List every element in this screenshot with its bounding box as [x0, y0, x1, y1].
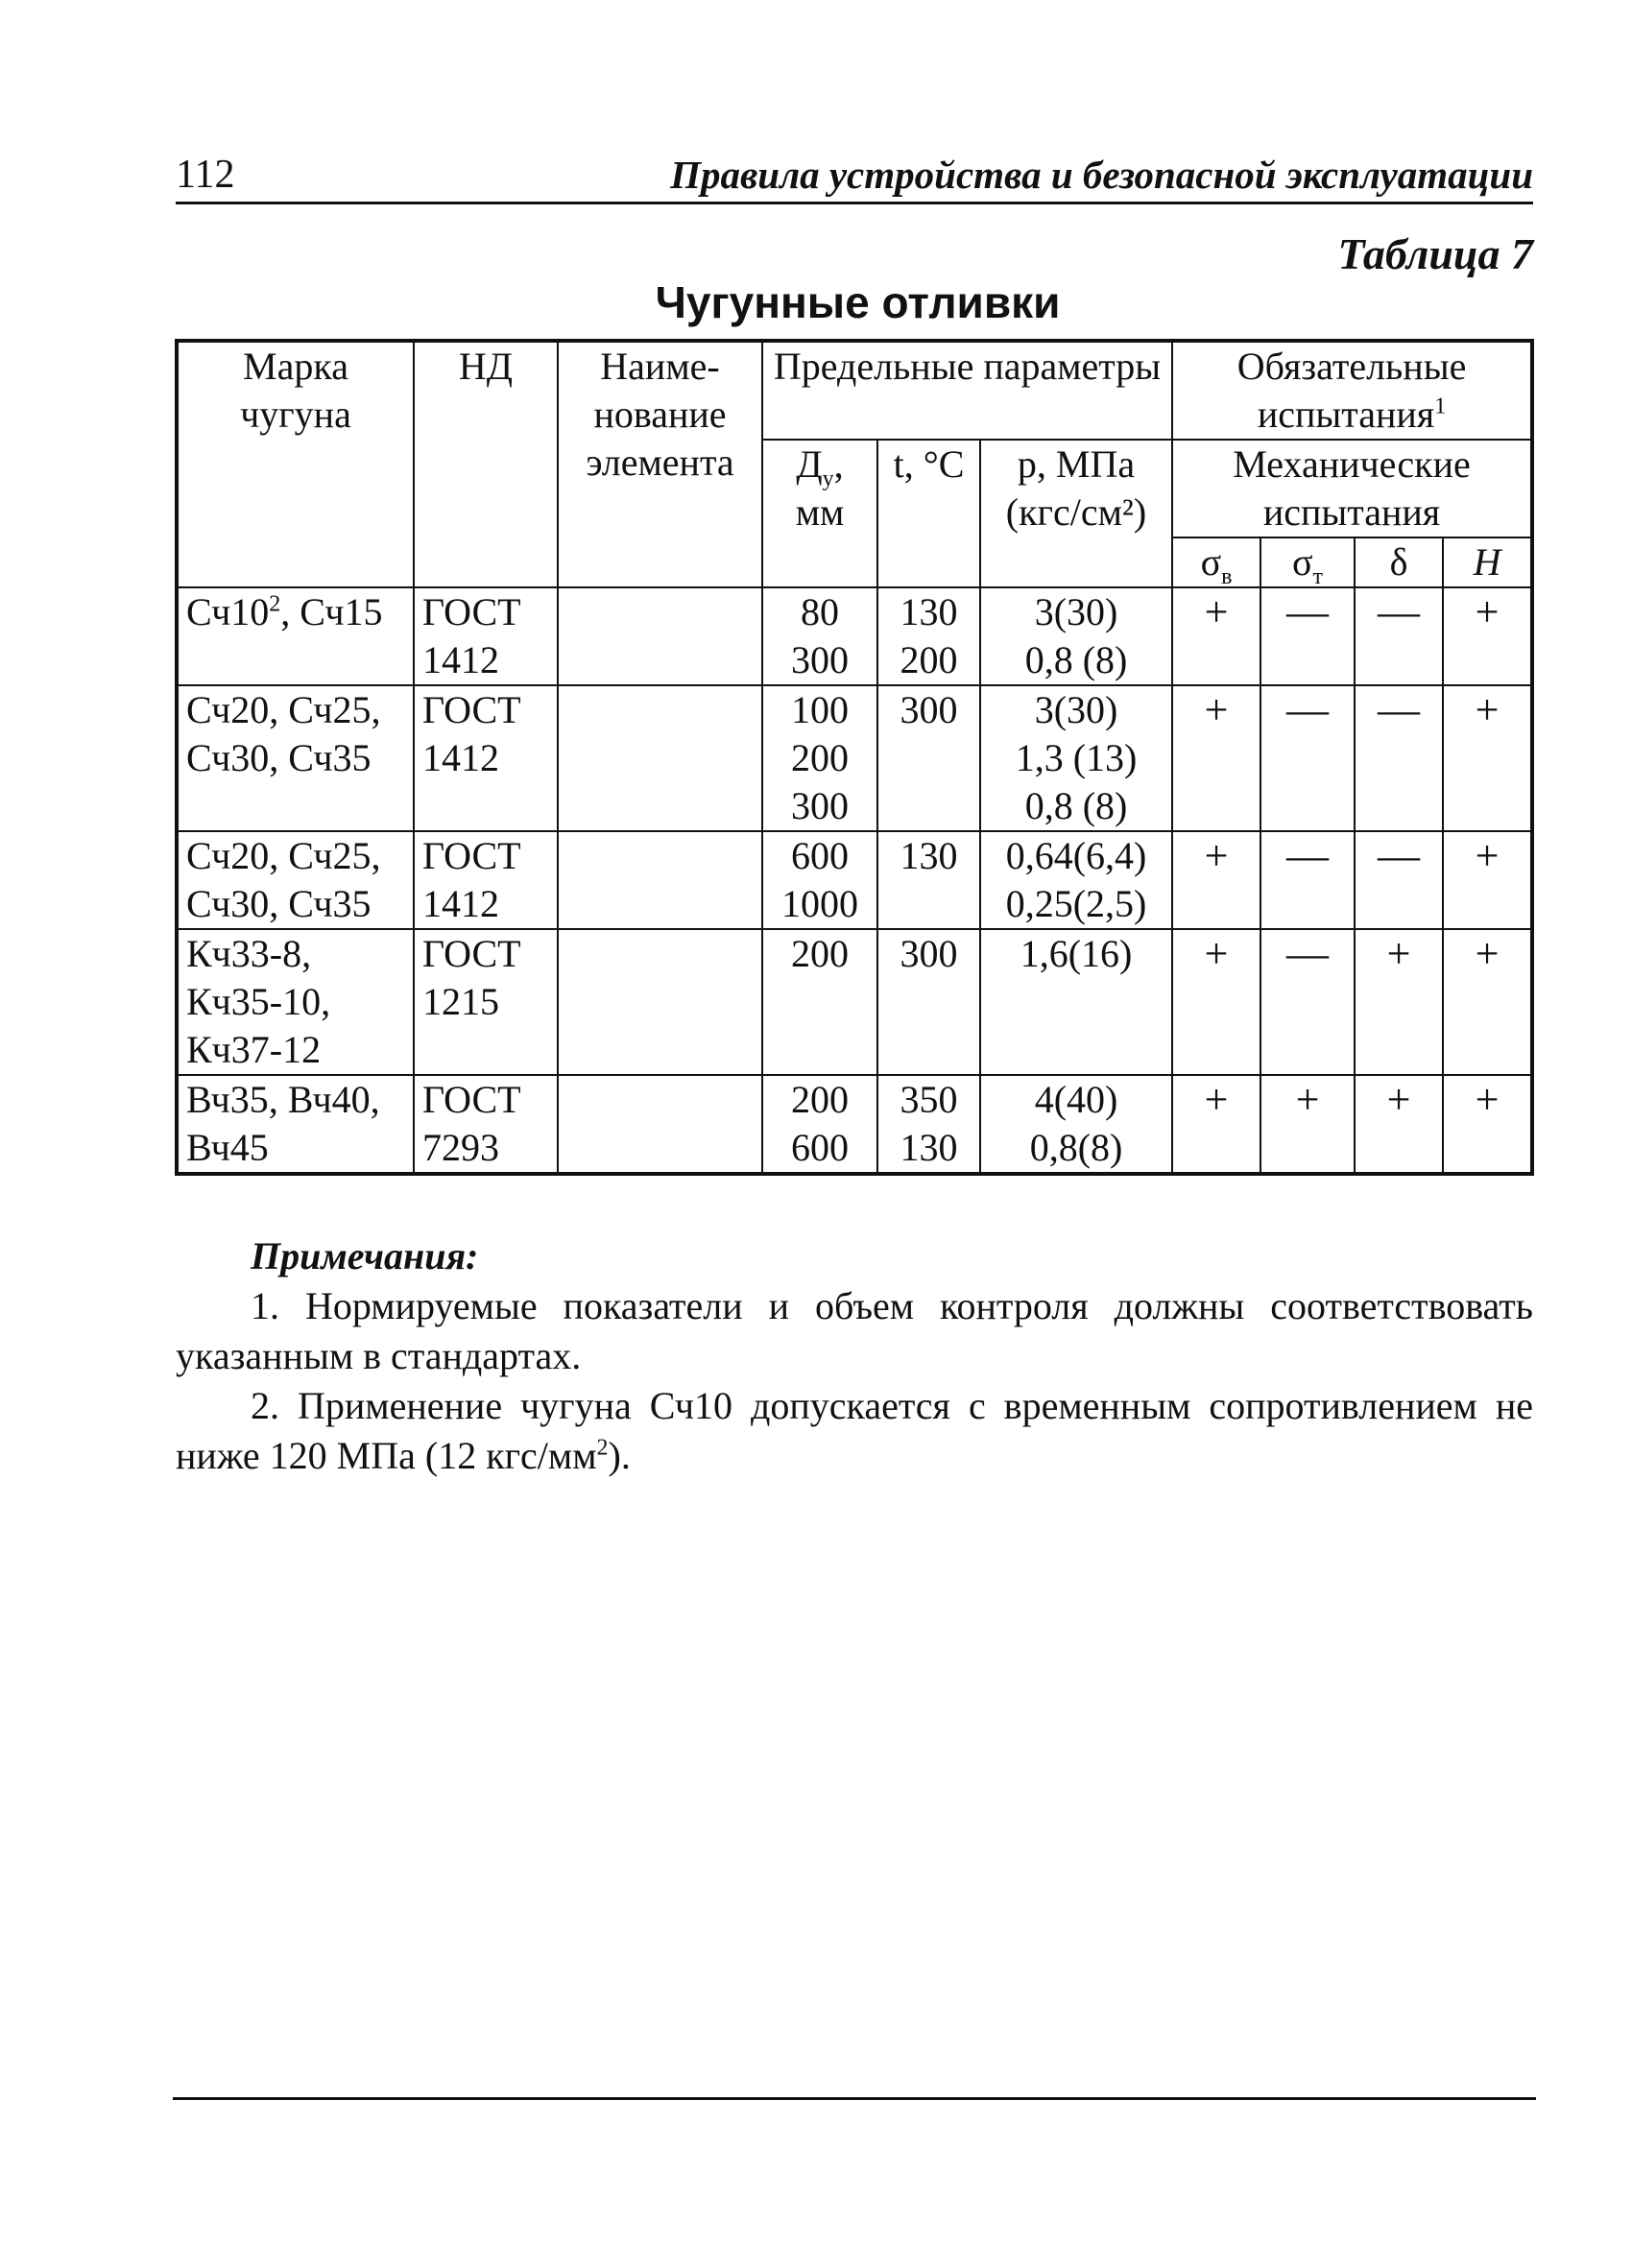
cell-grade: Кч33-8, Кч35-10, Кч37-12: [177, 929, 414, 1075]
bottom-rule: [173, 2097, 1536, 2100]
cell-dn: 600 1000: [762, 831, 877, 929]
cell-element: [558, 929, 762, 1075]
cell-delta: —: [1355, 685, 1443, 831]
cell-grade: Сч20, Сч25, Сч30, Сч35: [177, 685, 414, 831]
header-sigma-t: $\sigma_т$: [1260, 537, 1355, 587]
header-hardness: H: [1443, 537, 1532, 587]
cell-delta: +: [1355, 1075, 1443, 1174]
header-mech-tests: Механические испытания: [1172, 440, 1532, 537]
cell-element: [558, 685, 762, 831]
note-2: 2. Применение чугуна Сч10 допускается с временным сопротивлением не ниже 120 МПа (12 кгс/$мм^2$).: [176, 1384, 1533, 1477]
page-number: 112: [176, 153, 235, 197]
cell-nd: ГОСТ 1412: [414, 685, 558, 831]
header-row-1: [177, 341, 1532, 440]
cell-temp: 300: [877, 685, 980, 831]
cell-dn: 200: [762, 929, 877, 1075]
cell-temp: 130: [877, 831, 980, 929]
header-nd: НД: [414, 341, 558, 587]
cell-nd: ГОСТ 1412: [414, 831, 558, 929]
cell-pressure: 3(30) 0,8 (8): [980, 587, 1172, 685]
header-dn: $Д_у$, мм: [762, 440, 877, 587]
table-row: [177, 587, 1532, 685]
running-title: Правила устройства и безопасной эксплуатации: [670, 153, 1533, 197]
table-number: Таблица 7: [1337, 229, 1533, 278]
cell-sigma-v: +: [1172, 1075, 1260, 1174]
cell-temp: 300: [877, 929, 980, 1075]
cell-nd: ГОСТ 1215: [414, 929, 558, 1075]
cell-pressure: 1,6(16): [980, 929, 1172, 1075]
cell-grade: Сч20, Сч25, Сч30, Сч35: [177, 831, 414, 929]
cell-delta: —: [1355, 587, 1443, 685]
notes-title: Примечания:: [251, 1234, 479, 1277]
cell-sigma-t: —: [1260, 831, 1355, 929]
table-row: [177, 1075, 1532, 1174]
notes: [176, 1231, 1533, 1481]
header-limit-params: Предельные параметры: [762, 341, 1172, 440]
cell-sigma-t: —: [1260, 587, 1355, 685]
cell-sigma-v: +: [1172, 831, 1260, 929]
cell-hardness: +: [1443, 587, 1532, 685]
cell-nd: ГОСТ 7293: [414, 1075, 558, 1174]
cell-sigma-t: —: [1260, 929, 1355, 1075]
cell-sigma-t: —: [1260, 685, 1355, 831]
cell-grade: Вч35, Вч40, Вч45: [177, 1075, 414, 1174]
cast-iron-table: [175, 339, 1534, 1176]
cell-hardness: +: [1443, 685, 1532, 831]
cell-delta: —: [1355, 831, 1443, 929]
header-element: Наиме-нование элемента: [558, 341, 762, 587]
header-pressure: р, МПа (кгс/см²): [980, 440, 1172, 587]
cell-dn: 200 600: [762, 1075, 877, 1174]
table-title: Чугунные отливки: [655, 277, 1061, 327]
cell-element: [558, 587, 762, 685]
cell-temp: 130 200: [877, 587, 980, 685]
note-1: 1. Нормируемые показатели и объем контроля должны соответствовать указанным в стандартах.: [176, 1284, 1533, 1377]
header-delta: δ: [1355, 537, 1443, 587]
cell-hardness: +: [1443, 1075, 1532, 1174]
cell-pressure: 4(40) 0,8(8): [980, 1075, 1172, 1174]
cell-element: [558, 831, 762, 929]
cell-grade: $Сч10^2$, Сч15: [177, 587, 414, 685]
table-row: [177, 929, 1532, 1075]
header-required-tests: Обязательные испытания$^1$: [1172, 341, 1532, 440]
cell-nd: ГОСТ 1412: [414, 587, 558, 685]
table-row: [177, 831, 1532, 929]
cell-element: [558, 1075, 762, 1174]
cell-hardness: +: [1443, 929, 1532, 1075]
cell-sigma-v: +: [1172, 685, 1260, 831]
cell-sigma-t: +: [1260, 1075, 1355, 1174]
cell-delta: +: [1355, 929, 1443, 1075]
cell-dn: 100 200 300: [762, 685, 877, 831]
cell-hardness: +: [1443, 831, 1532, 929]
cell-sigma-v: +: [1172, 929, 1260, 1075]
cell-temp: 350 130: [877, 1075, 980, 1174]
cell-pressure: 0,64(6,4) 0,25(2,5): [980, 831, 1172, 929]
page-header: [176, 146, 1533, 204]
cell-pressure: 3(30) 1,3 (13) 0,8 (8): [980, 685, 1172, 831]
table-row: [177, 685, 1532, 831]
header-grade: Марка чугуна: [177, 341, 414, 587]
header-sigma-v: $\sigma_в$: [1172, 537, 1260, 587]
cell-dn: 80 300: [762, 587, 877, 685]
cell-sigma-v: +: [1172, 587, 1260, 685]
header-temp: t, °С: [877, 440, 980, 587]
